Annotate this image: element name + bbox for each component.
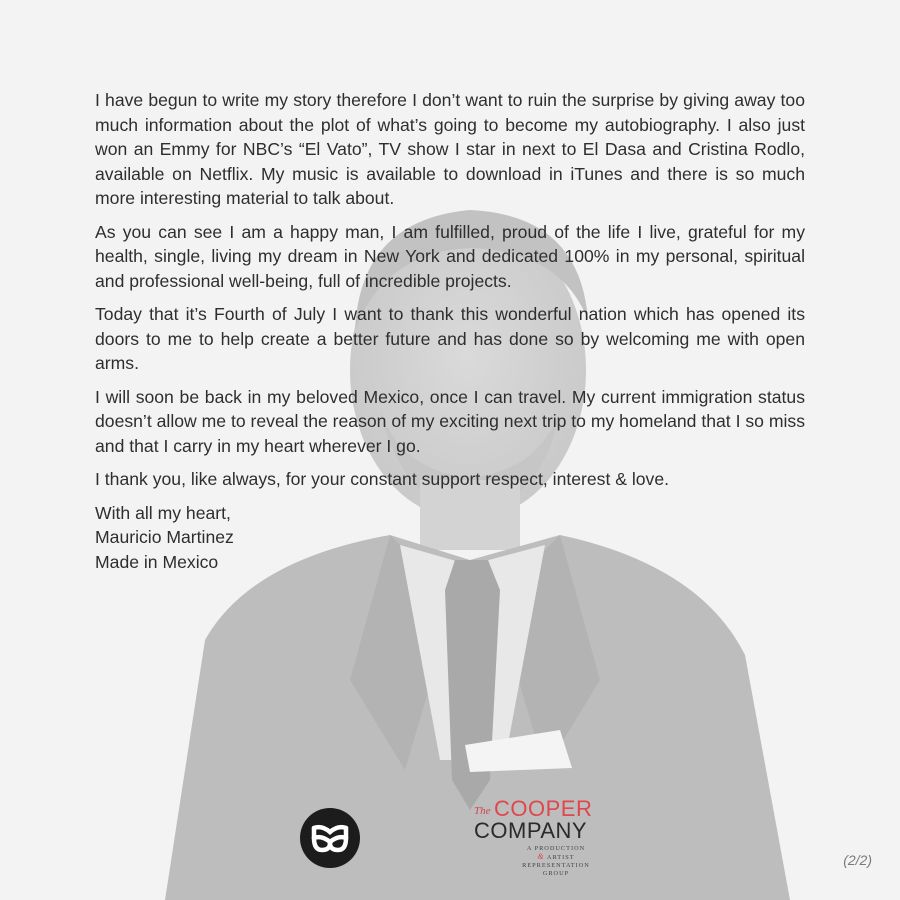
letter-paragraph-3: Today that it’s Fourth of July I want to thank this wonderful nation which has opened its doors to me to help create a better future and has done so by welcoming me with open arms. [95, 304, 805, 373]
signature-tagline: Made in Mexico [95, 551, 219, 572]
letter-paragraph-1: I have begun to write my story therefore I don’t want to ruin the surprise by giving away too much information about the plot of what’s going to become my autobiography. I also just won an Emmy for NBC’s “El Vato”, TV show I star in next to El Dasa and Cristina Rodlo, available on Netflix. My music is available to download in iTunes and there is so much more interesting material to talk about. [95, 90, 805, 208]
cooper-tag-line-3: REPRESENTATION [522, 862, 590, 869]
cooper-logo-company: COMPANY [474, 818, 588, 843]
cooper-tag-line-4: GROUP [542, 870, 570, 877]
cooper-logo-tagline [506, 845, 606, 878]
signature-name: Mauricio Martinez [95, 527, 234, 547]
cooper-tag-line-1: A PRODUCTION [526, 845, 586, 852]
letter-paragraph-4: I will soon be back in my beloved Mexico, once I can travel. My current immigration status doesn’t allow me to reveal the reason of my exciting next trip to my homeland that I so miss and that I carry in my heart wherever I go. [95, 386, 805, 456]
cooper-tag-amp: & [537, 852, 545, 861]
cooper-logo-the: The [474, 805, 491, 817]
cooper-company-logo [466, 795, 608, 885]
letter-paragraph-2: As you can see I am a happy man, I am fulfilled, proud of the life I live, grateful for my health, single, living my dream in New York and dedicated 100% in my personal, spiritual and professional well-being, full of incredible projects. [95, 221, 805, 291]
letter-paragraph-5: I thank you, like always, for your constant support respect, interest & love. [95, 469, 670, 489]
letter-body [95, 88, 805, 574]
page-counter: (2/2) [843, 852, 872, 868]
cooper-tag-line-2: ARTIST [546, 854, 575, 861]
letter-closing: With all my heart, [95, 502, 231, 523]
bb-monogram-icon [300, 808, 360, 868]
cooper-logo-cooper: COOPER [494, 796, 593, 821]
